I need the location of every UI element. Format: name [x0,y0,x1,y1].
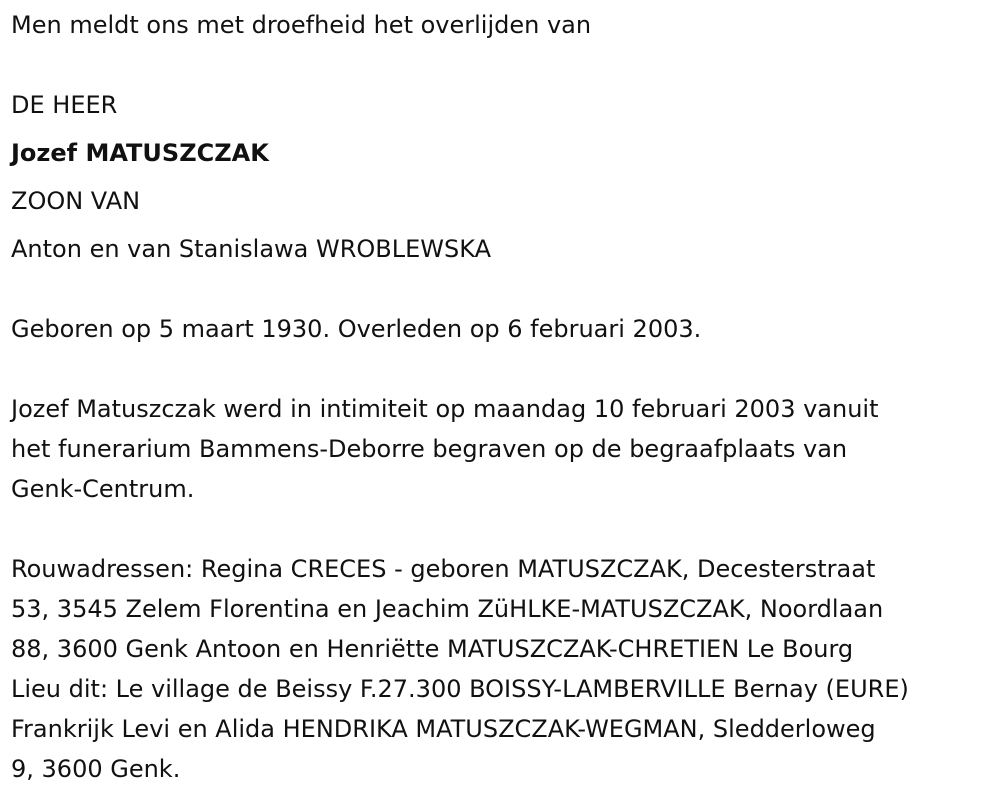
burial-line: Genk-Centrum. [11,475,195,503]
honorific-title: DE HEER [11,91,118,119]
mourning-addresses-paragraph [11,549,990,789]
parents-names: Anton en van Stanislawa WROBLEWSKA [11,235,491,263]
address-line: 88, 3600 Genk Antoon en Henriëtte MATUSZCZAK-CHRETIEN Le Bourg [11,635,854,663]
burial-line: Jozef Matuszczak werd in intimiteit op maandag 10 februari 2003 vanuit [11,395,879,423]
address-line: 53, 3545 Zelem Florentina en Jeachim ZüHLKE-MATUSZCZAK, Noordlaan [11,595,884,623]
address-line: Frankrijk Levi en Alida HENDRIKA MATUSZCZAK-WEGMAN, Sledderloweg [11,715,876,743]
death-notice-page [0,5,1000,803]
burial-paragraph [11,389,990,509]
son-of-label: ZOON VAN [11,187,141,215]
address-line: Rouwadressen: Regina CRECES - geboren MATUSZCZAK, Decesterstraat [11,555,876,583]
address-line: Lieu dit: Le village de Beissy F.27.300 BOISSY-LAMBERVILLE Bernay (EURE) [11,675,909,703]
address-line: 9, 3600 Genk. [11,755,181,783]
deceased-name: Jozef MATUSZCZAK [11,139,269,167]
burial-line: het funerarium Bammens-Deborre begraven op de begraafplaats van [11,435,848,463]
birth-death-dates: Geboren op 5 maart 1930. Overleden op 6 februari 2003. [11,315,702,343]
intro-text: Men meldt ons met droefheid het overlijden van [11,11,592,39]
